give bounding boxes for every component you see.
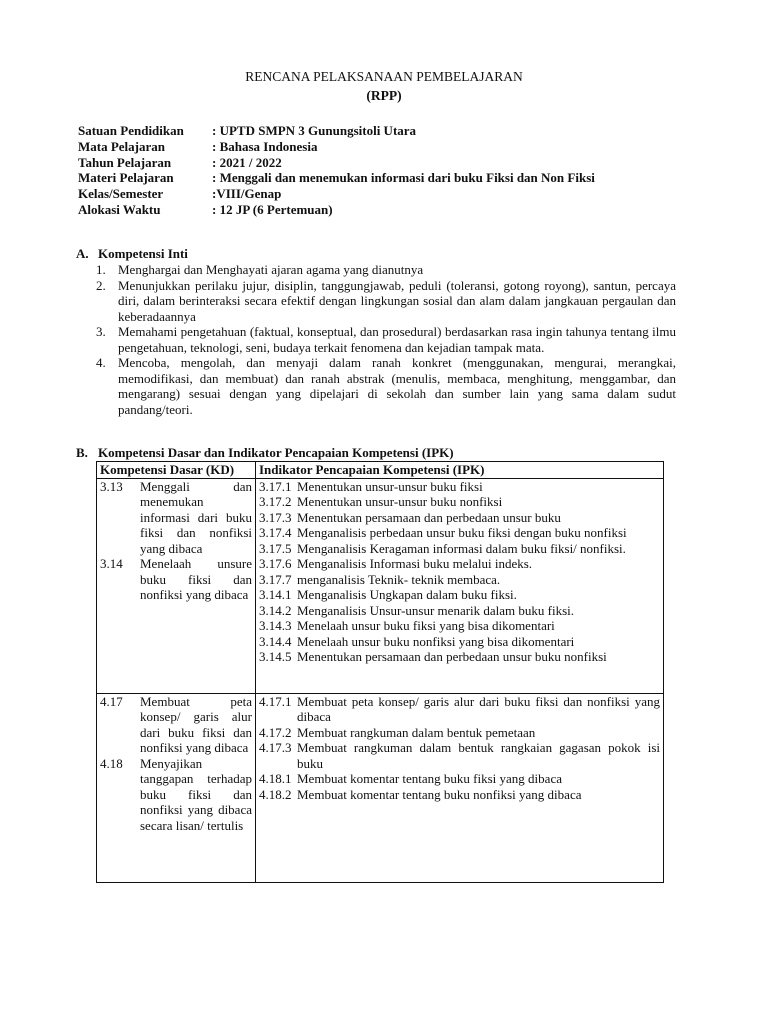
column-header-kd: Kompetensi Dasar (KD) (97, 462, 256, 479)
kd-text: Menggali dan menemukan informasi dari buku fiksi dan nonfiksi yang dibaca (140, 478, 252, 556)
ipk-code: 3.17.6 (259, 556, 292, 571)
ipk-item (259, 556, 660, 572)
list-item (96, 278, 676, 325)
ipk-item (259, 541, 660, 557)
identity-row (78, 155, 595, 171)
list-text: Mencoba, mengolah, dan menyaji dalam ranah konkret (menggunakan, mengurai, merangkai, memodifikasi, dan membuat) dan ranah abstrak (menulis, membaca, menghitung, menggambar, dan mengarang) sesuai dengan yang dipelajari di sekolah dan sumber lain yang sama dalam sudut pandang/teori. (118, 355, 676, 417)
kd-text: Membuat peta konsep/ garis alur dari buku fiksi dan nonfiksi yang dibaca (140, 693, 252, 755)
ipk-item (259, 787, 660, 803)
ipk-text: menganalisis Teknik- teknik membaca. (297, 571, 501, 587)
identity-value: :VIII/Genap (212, 186, 282, 202)
ipk-code: 4.17.3 (259, 740, 292, 755)
section-a-title: Kompetensi Inti (98, 246, 188, 261)
ipk-item (259, 725, 660, 741)
ipk-code: 4.18.2 (259, 786, 292, 802)
identity-label: Tahun Pelajaran (78, 154, 172, 170)
kd-code: 3.14 (100, 556, 123, 571)
identity-value: : 2021 / 2022 (212, 154, 282, 170)
ipk-text: Menentukan unsur-unsur buku fiksi (297, 478, 483, 494)
ipk-code: 3.17.3 (259, 509, 292, 525)
ipk-code: 4.17.1 (259, 693, 292, 709)
ipk-item (259, 525, 660, 541)
ipk-item (259, 694, 660, 725)
kd-item (100, 556, 252, 603)
list-number: 4. (96, 355, 106, 370)
identity-row (78, 170, 595, 186)
ipk-item (259, 603, 660, 619)
ipk-text: Membuat komentar tentang buku nonfiksi yang dibaca (297, 786, 582, 802)
ipk-item (259, 510, 660, 526)
ipk-text: Menganalisis perbedaan unsur buku fiksi dengan buku nonfiksi (297, 525, 627, 540)
ipk-item (259, 618, 660, 634)
identity-block (78, 123, 595, 218)
identity-row (78, 123, 595, 139)
list-item (96, 355, 676, 417)
identity-label: Satuan Pendidikan (78, 123, 184, 138)
ipk-item (259, 479, 660, 495)
kd-cell (97, 693, 256, 882)
ipk-text: Membuat peta konsep/ garis alur dari buku fiksi dan nonfiksi yang dibaca (297, 693, 660, 724)
ipk-code: 3.17.5 (259, 540, 292, 556)
ipk-item (259, 771, 660, 787)
ipk-text: Menelaah unsur buku nonfiksi yang bisa dikomentari (297, 633, 575, 649)
ipk-item (259, 494, 660, 510)
kd-item (100, 756, 252, 834)
ipk-item (259, 634, 660, 650)
section-b-title: Kompetensi Dasar dan Indikator Pencapaian Kompetensi (IPK) (98, 445, 454, 460)
kd-ipk-table (96, 461, 664, 883)
list-text: Memahami pengetahuan (faktual, konseptual, dan prosedural) berdasarkan rasa ingin tahunya tentang ilmu pengetahuan, teknologi, seni, budaya terkait fenomena dan kejadian tampak mata. (118, 324, 676, 355)
ipk-item (259, 649, 660, 665)
identity-row (78, 186, 595, 202)
ipk-cell (256, 478, 664, 693)
ipk-code: 3.14.2 (259, 602, 292, 618)
ipk-code: 3.14.3 (259, 618, 292, 633)
document-title: RENCANA PELAKSANAAN PEMBELAJARAN (245, 69, 523, 84)
list-item (96, 262, 676, 278)
identity-value: : Bahasa Indonesia (212, 138, 318, 154)
ipk-text: Menentukan persamaan dan perbedaan unsur buku nonfiksi (297, 649, 607, 664)
ipk-text: Membuat rangkuman dalam bentuk rangkaian gagasan pokok isi buku (297, 740, 660, 771)
identity-label: Alokasi Waktu (78, 201, 161, 217)
ipk-text: Menganalisis Keragaman informasi dalam buku fiksi/ nonfiksi. (297, 540, 626, 556)
ipk-code: 4.18.1 (259, 771, 292, 786)
ipk-code: 3.17.7 (259, 571, 292, 587)
kd-text: Menyajikan tanggapan terhadap buku fiksi dan nonfiksi yang dibaca secara lisan/ tertulis (140, 755, 252, 833)
column-header-ipk: Indikator Pencapaian Kompetensi (IPK) (256, 462, 664, 479)
identity-row (78, 202, 595, 218)
ipk-text: Menentukan persamaan dan perbedaan unsur buku (297, 509, 561, 525)
kd-code: 4.17 (100, 693, 123, 709)
kd-cell (97, 478, 256, 693)
kd-text: Menelaah unsure buku fiksi dan nonfiksi yang dibaca (140, 556, 252, 602)
ipk-code: 3.14.1 (259, 587, 292, 602)
ipk-text: Menganalisis Ungkapan dalam buku fiksi. (297, 587, 517, 602)
list-number: 3. (96, 324, 106, 339)
identity-label: Kelas/Semester (78, 186, 164, 202)
list-item (96, 324, 676, 355)
ipk-text: Menentukan unsur-unsur buku nonfiksi (297, 494, 503, 509)
section-b-heading (76, 445, 454, 461)
list-number: 2. (96, 277, 106, 293)
ipk-text: Membuat komentar tentang buku fiksi yang dibaca (297, 771, 562, 786)
ipk-code: 4.17.2 (259, 724, 292, 740)
kd-code: 3.13 (100, 478, 123, 494)
ipk-code: 3.17.1 (259, 478, 292, 494)
identity-label: Mata Pelajaran (78, 138, 166, 154)
list-text: Menghargai dan Menghayati ajaran agama yang dianutnya (118, 262, 424, 277)
ipk-text: Menganalisis Informasi buku melalui indeks. (297, 556, 533, 571)
section-a-heading (76, 246, 188, 262)
ipk-text: Menganalisis Unsur-unsur menarik dalam buku fiksi. (297, 602, 575, 618)
identity-value: : 12 JP (6 Pertemuan) (212, 201, 333, 217)
ipk-item (259, 572, 660, 588)
identity-row (78, 139, 595, 155)
table-row (97, 693, 664, 882)
list-number: 1. (96, 262, 106, 277)
kd-code: 4.18 (100, 755, 123, 771)
ipk-code: 3.14.5 (259, 649, 292, 664)
identity-value: : UPTD SMPN 3 Gunungsitoli Utara (212, 123, 417, 138)
identity-label: Materi Pelajaran (78, 170, 174, 186)
ipk-cell (256, 693, 664, 882)
identity-value: : Menggali dan menemukan informasi dari buku Fiksi dan Non Fiksi (212, 170, 595, 186)
kd-item (100, 694, 252, 756)
ipk-item (259, 740, 660, 771)
ipk-text: Menelaah unsur buku fiksi yang bisa dikomentari (297, 618, 555, 633)
list-text: Menunjukkan perilaku jujur, disiplin, tanggungjawab, peduli (toleransi, gotong royong), santun, percaya diri, dalam berinteraksi secara efektif dengan lingkungan sosial dan alam dalam jangkauan pergaulan dan keberadaannya (118, 277, 676, 324)
table-header-row (97, 462, 664, 479)
ipk-code: 3.17.4 (259, 525, 292, 540)
ipk-item (259, 587, 660, 603)
kd-item (100, 479, 252, 557)
section-a-letter: A. (76, 246, 89, 261)
section-b-letter: B. (76, 445, 88, 460)
ipk-code: 3.17.2 (259, 494, 292, 509)
document-subtitle: (RPP) (366, 88, 402, 103)
ipk-code: 3.14.4 (259, 633, 292, 649)
ipk-text: Membuat rangkuman dalam bentuk pemetaan (297, 724, 536, 740)
table-row (97, 478, 664, 693)
kompetensi-inti-list (96, 262, 676, 417)
